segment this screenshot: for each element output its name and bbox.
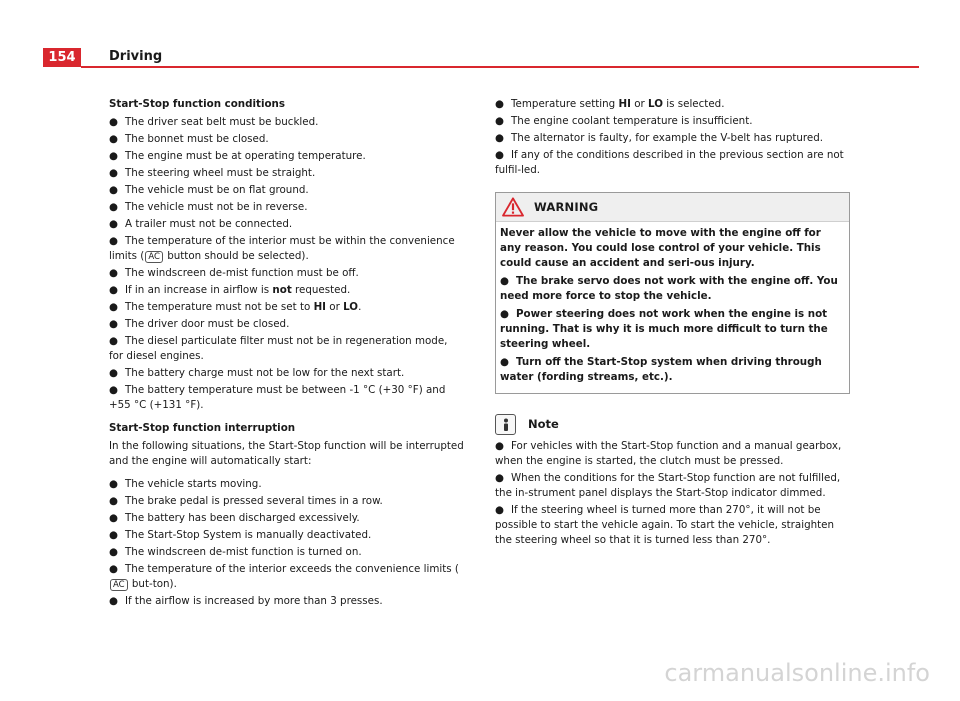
list-item (109, 477, 464, 492)
bullet: ● (109, 384, 118, 396)
list-item-text: The battery has been discharged excessively. (125, 512, 360, 524)
list-item-text: The temperature of the interior must be within the convenience limits ( (109, 235, 455, 262)
bullet: ● (109, 318, 118, 330)
list-item (109, 200, 464, 215)
ac-button-icon: AC (110, 579, 128, 591)
bullet: ● (495, 98, 504, 110)
warning-title: WARNING (534, 199, 599, 214)
bullet: ● (109, 167, 118, 179)
list-item (500, 274, 845, 304)
list-item (109, 266, 464, 281)
bullet: ● (109, 512, 118, 524)
list-item-text: A trailer must not be connected. (125, 218, 293, 230)
note-header (495, 414, 848, 435)
list-item-text: or (630, 98, 649, 110)
list-item (109, 545, 464, 560)
list-item-text: The temperature of the interior exceeds the convenience limits ( (125, 563, 459, 575)
page-number-text: 154 (48, 50, 76, 65)
list-item (109, 149, 464, 164)
bullet: ● (109, 563, 118, 575)
left-column (109, 97, 464, 611)
list-item (109, 383, 464, 413)
setting-hi: HI (313, 301, 327, 313)
warning-box (495, 192, 850, 394)
list-item (109, 300, 464, 315)
list-item (109, 594, 464, 609)
list-item (495, 131, 848, 146)
list-item (500, 355, 845, 385)
emphasis-not: not (272, 284, 292, 296)
setting-hi: HI (618, 98, 631, 110)
list-item-text: The brake pedal is pressed several times in a row. (125, 495, 383, 507)
list-item-text: but-ton). (128, 578, 177, 590)
list-item-text: The battery charge must not be low for the next start. (125, 367, 405, 379)
list-item (109, 334, 464, 364)
bullet: ● (495, 149, 504, 161)
list-item-text: is selected. (662, 98, 725, 110)
list-item (109, 494, 464, 509)
list-item (495, 439, 848, 469)
list-item-text: The vehicle must be on flat ground. (125, 184, 309, 196)
bullet: ● (109, 150, 118, 162)
bullet: ● (495, 132, 504, 144)
list-item-text: The driver door must be closed. (125, 318, 290, 330)
bullet: ● (109, 218, 118, 230)
list-item-text: requested. (291, 284, 351, 296)
list-item-text: The vehicle starts moving. (125, 478, 262, 490)
ac-button-icon: AC (145, 251, 163, 263)
list-item (109, 317, 464, 332)
setting-lo: LO (343, 301, 359, 313)
list-item (500, 307, 845, 352)
list-item-text: Turn off the Start-Stop system when driving through water (fording streams, etc.). (500, 356, 822, 383)
bullet: ● (495, 115, 504, 127)
interruption-heading: Start-Stop function interruption (109, 422, 296, 434)
bullet: ● (109, 546, 118, 558)
bullet: ● (500, 275, 509, 287)
list-item (109, 166, 464, 181)
list-item (495, 97, 848, 112)
list-item-text: The windscreen de-mist function is turned on. (125, 546, 362, 558)
list-item-text: . (358, 301, 362, 313)
list-item (109, 115, 464, 130)
bullet: ● (109, 478, 118, 490)
bullet: ● (109, 495, 118, 507)
bullet: ● (109, 133, 118, 145)
bullet: ● (109, 201, 118, 213)
note-icon (495, 414, 516, 435)
list-item (109, 283, 464, 298)
list-item (109, 217, 464, 232)
bullet: ● (109, 367, 118, 379)
bullet: ● (109, 116, 118, 128)
list-item-text: For vehicles with the Start-Stop function and a manual gearbox, when the engine is started, the clutch must be pressed. (495, 440, 842, 467)
list-item-text: button should be selected). (163, 250, 309, 262)
list-item-text: If any of the conditions described in the previous section are not fulfil-led. (495, 149, 844, 176)
list-item (109, 234, 464, 264)
page-number (43, 48, 81, 67)
list-item-text: The diesel particulate filter must not be in regeneration mode, for diesel engines. (109, 335, 448, 362)
setting-lo: LO (648, 98, 663, 110)
list-item-text: or (326, 301, 344, 313)
bullet: ● (500, 308, 509, 320)
list-item (109, 366, 464, 381)
list-item (495, 471, 848, 501)
warning-triangle-icon (502, 197, 524, 217)
list-item-text: The bonnet must be closed. (125, 133, 269, 145)
list-item-text: The temperature must not be set to (125, 301, 314, 313)
list-item-text: The alternator is faulty, for example the V-belt has ruptured. (511, 132, 824, 144)
watermark: carmanualsonline.info (664, 659, 930, 687)
list-item (109, 511, 464, 526)
list-item-text: The vehicle must not be in reverse. (125, 201, 308, 213)
bullet: ● (109, 335, 118, 347)
conditions-heading: Start-Stop function conditions (109, 98, 286, 110)
bullet: ● (109, 284, 118, 296)
bullet: ● (109, 235, 118, 247)
info-person-icon (500, 418, 512, 432)
list-item-text: The engine coolant temperature is insufficient. (511, 115, 753, 127)
list-item-text: The battery temperature must be between -1 °C (+30 °F) and +55 °C (+131 °F). (109, 384, 446, 411)
list-item (495, 114, 848, 129)
list-item-text: When the conditions for the Start-Stop function are not fulfilled, the in-strument panel displays the Start-Stop indicator dimmed. (495, 472, 841, 499)
list-item-text: The steering wheel must be straight. (125, 167, 316, 179)
list-item (495, 148, 848, 178)
header-rule (81, 66, 919, 68)
warning-header (496, 193, 849, 222)
list-item-text: If in an increase in airflow is (125, 284, 273, 296)
bullet: ● (109, 184, 118, 196)
bullet: ● (109, 267, 118, 279)
bullet: ● (495, 440, 504, 452)
note-title: Note (528, 417, 559, 431)
bullet: ● (500, 356, 509, 368)
bullet: ● (109, 595, 118, 607)
warning-body (496, 222, 849, 393)
list-item-text: The brake servo does not work with the engine off. You need more force to stop the vehicle. (500, 275, 838, 302)
right-column (495, 97, 848, 550)
list-item-text: The windscreen de-mist function must be off. (125, 267, 359, 279)
bullet: ● (495, 472, 504, 484)
list-item-text: The driver seat belt must be buckled. (125, 116, 319, 128)
bullet: ● (109, 529, 118, 541)
list-item (109, 528, 464, 543)
bullet: ● (109, 301, 118, 313)
list-item-text: The Start-Stop System is manually deactivated. (125, 529, 372, 541)
list-item-text: If the airflow is increased by more than 3 presses. (125, 595, 383, 607)
list-item (109, 562, 464, 592)
list-item (495, 503, 848, 548)
list-item-text: If the steering wheel is turned more than 270°, it will not be possible to start the vehicle again. To start the vehicle, straighten the steering wheel so that it is turned less than 270°. (495, 504, 835, 546)
warning-intro: Never allow the vehicle to move with the engine off for any reason. You could lose control of your vehicle. This could cause an accident and seri-ous injury. (500, 227, 821, 269)
bullet: ● (495, 504, 504, 516)
list-item-text: The engine must be at operating temperature. (125, 150, 366, 162)
list-item (109, 132, 464, 147)
list-item-text: Power steering does not work when the engine is not running. That is why it is much more difficult to turn the steering wheel. (500, 308, 828, 350)
list-item (109, 183, 464, 198)
section-title: Driving (109, 49, 163, 64)
interruption-intro: In the following situations, the Start-Stop function will be interrupted and the engine will automatically start: (109, 440, 464, 467)
list-item-text: Temperature setting (511, 98, 619, 110)
